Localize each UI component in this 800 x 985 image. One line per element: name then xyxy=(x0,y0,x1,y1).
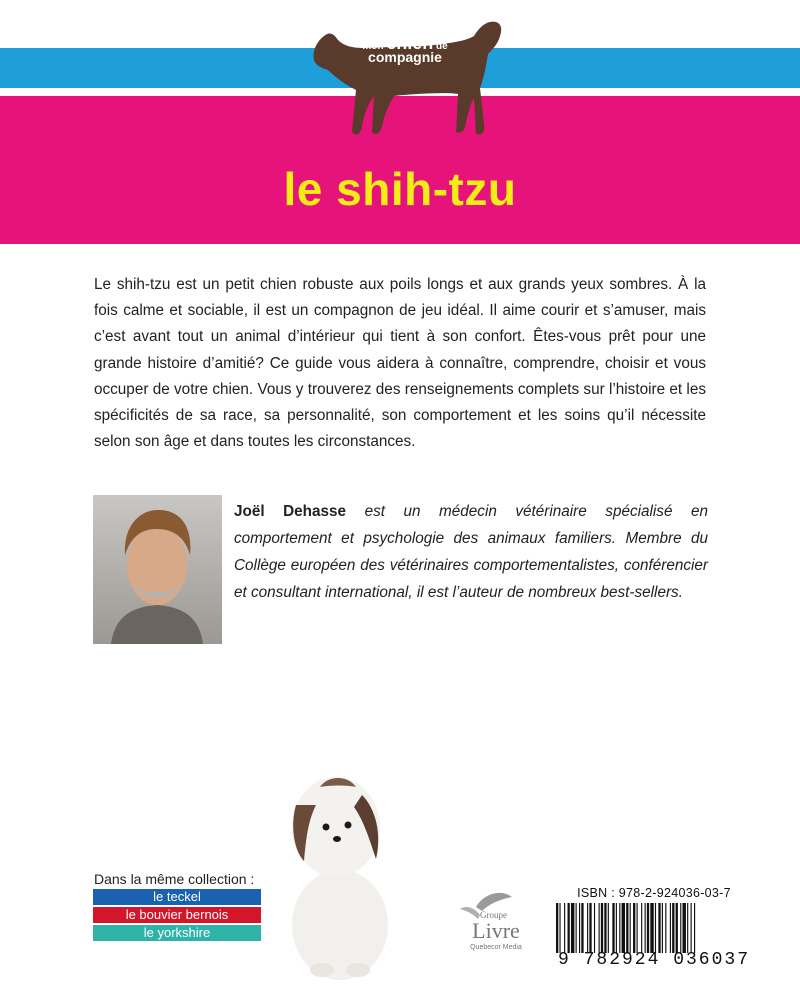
isbn-label: ISBN : 978-2-924036-03-7 xyxy=(577,886,731,900)
barcode-bar xyxy=(630,903,631,953)
logo-chien: chien xyxy=(386,33,434,53)
isbn-digits: 9 782924 036037 xyxy=(557,950,751,970)
barcode-bar xyxy=(616,903,617,953)
barcode-bar xyxy=(581,903,583,953)
barcode-bar xyxy=(579,903,580,953)
barcode-bar xyxy=(568,903,570,953)
barcode-bar xyxy=(594,903,595,953)
barcode-bar xyxy=(650,903,653,953)
barcode-icon xyxy=(548,903,760,953)
author-bio xyxy=(234,498,708,606)
author-name: Joël Dehasse xyxy=(234,503,347,520)
barcode-bar xyxy=(665,903,666,953)
barcode-bar xyxy=(571,903,574,953)
barcode-bar xyxy=(647,903,649,953)
collection-item-yorkshire: le yorkshire xyxy=(93,925,261,941)
barcode-bar xyxy=(687,903,688,953)
barcode-bar xyxy=(564,903,565,953)
shih-tzu-puppy-photo xyxy=(270,765,400,980)
barcode-bar xyxy=(645,903,646,953)
author-description: est un médecin vétérinaire spécialisé en comportement et psychologie des animaux familiers. Membre du Collège européen des vétérinaires comportementalistes, conférencier et consultant international, il est l’auteur de nombreux best-sellers. xyxy=(234,503,708,601)
barcode-bar xyxy=(662,903,663,953)
intro-paragraph: Le shih-tzu est un petit chien robuste aux poils longs et aux grands yeux sombres. À la fois calme et sociable, il est un compagnon de jeu idéal. Il aime courir et s’amuser, mais c’est avant tout un animal d’intérieur qui tient à son confort. Êtes-vous prêt pour une grande histoire d’amitié? Ce guide vous aidera à connaître, comprendre, choisir et vous occuper de votre chien. Vous y trouverez des renseignements complets sur l’histoire et les spécificités de sa race, sa personnalité, son comportement et les soins qu’il nécessite selon son âge et dans toutes les circonstances. xyxy=(94,276,706,451)
logo-de: de xyxy=(436,41,448,52)
barcode-bar xyxy=(626,903,628,953)
collection-item-bouvier-bernois: le bouvier bernois xyxy=(93,907,261,923)
barcode-bar xyxy=(676,903,678,953)
barcode-bar xyxy=(637,903,638,953)
barcode-bar xyxy=(587,903,588,953)
barcode-bar xyxy=(604,903,606,953)
barcode-bar xyxy=(599,903,600,953)
barcode-bar xyxy=(589,903,591,953)
logo-mon: mon xyxy=(362,41,384,52)
barcode-bar xyxy=(694,903,695,953)
barcode-bar xyxy=(680,903,681,953)
author-photo xyxy=(93,495,222,644)
barcode-bar xyxy=(672,903,674,953)
barcode-bar xyxy=(658,903,660,953)
isbn-block xyxy=(548,886,760,972)
barcode-bar xyxy=(691,903,692,953)
barcode-bar xyxy=(655,903,656,953)
barcode-bar xyxy=(670,903,671,953)
collection-logo-text xyxy=(350,34,460,64)
barcode-bar xyxy=(641,903,642,953)
publisher-name: Livre xyxy=(472,918,520,943)
barcode-bar xyxy=(612,903,614,953)
barcode-bar xyxy=(683,903,686,953)
collection-label: Dans la même collection : xyxy=(94,871,255,887)
barcode-bar xyxy=(559,903,560,953)
publisher-groupe: Groupe xyxy=(480,910,507,920)
barcode-bar xyxy=(608,903,609,953)
book-title: le shih-tzu xyxy=(283,163,517,215)
barcode-bar xyxy=(556,903,558,953)
barcode-bar xyxy=(601,903,603,953)
publisher-subtitle: Quebecor Media xyxy=(470,944,522,951)
barcode-bar xyxy=(619,903,620,953)
logo-compagnie: compagnie xyxy=(368,49,442,65)
barcode-bar xyxy=(576,903,577,953)
collection-item-teckel: le teckel xyxy=(93,889,261,905)
barcode-bar xyxy=(622,903,625,953)
barcode-bar xyxy=(633,903,635,953)
